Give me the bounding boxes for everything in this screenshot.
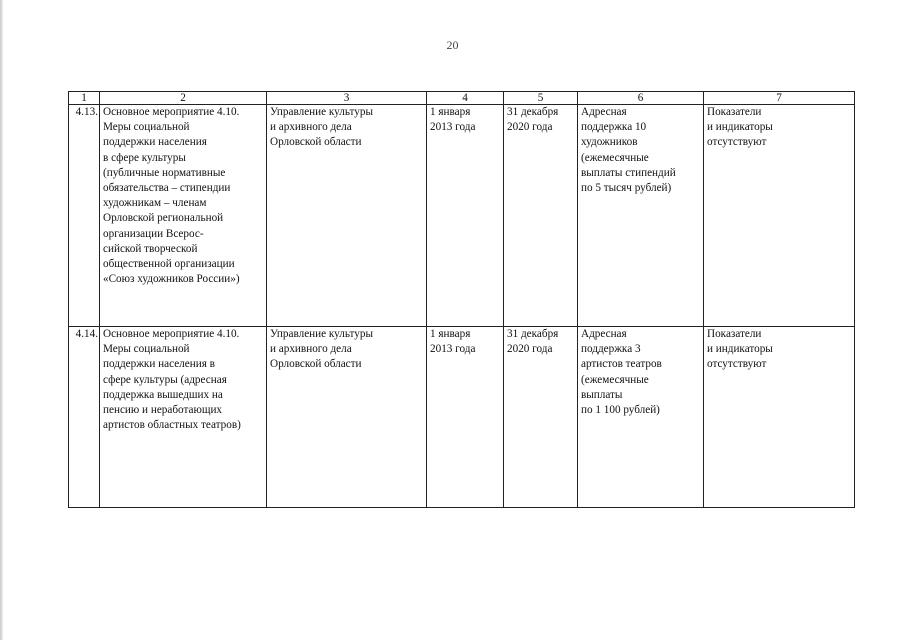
table-row (69, 327, 855, 508)
event-name: Основное мероприятие 4.10. Меры социальной поддержки населения в сфере культуры (адресная поддержка вышедших на пенсию и неработающих артистов областных театров) (100, 327, 267, 508)
row-number: 4.14. (69, 327, 100, 508)
expected-result: Адресная поддержка 10 художников (ежемесячные выплаты стипендий по 5 тысяч рублей) (578, 105, 704, 327)
table-row (69, 105, 855, 327)
end-date: 31 декабря 2020 года (504, 327, 578, 508)
header-cell-7: 7 (704, 92, 855, 105)
header-cell-3: 3 (267, 92, 427, 105)
row-number: 4.13. (69, 105, 100, 327)
event-name: Основное мероприятие 4.10. Меры социальной поддержки населения в сфере культуры (публичные нормативные обязательства – стипендии художникам – членам Орловской региональной организации Всерос- сийской творческой общественной организации «Союз художников России») (100, 105, 267, 327)
expected-result: Адресная поддержка 3 артистов театров (ежемесячные выплаты по 1 100 рублей) (578, 327, 704, 508)
start-date: 1 января 2013 года (427, 105, 504, 327)
indicators: Показатели и индикаторы отсутствуют (704, 105, 855, 327)
header-cell-2: 2 (100, 92, 267, 105)
header-cell-4: 4 (427, 92, 504, 105)
header-cell-6: 6 (578, 92, 704, 105)
program-activities-table (68, 91, 855, 508)
header-cell-1: 1 (69, 92, 100, 105)
end-date: 31 декабря 2020 года (504, 105, 578, 327)
start-date: 1 января 2013 года (427, 327, 504, 508)
page-number: 20 (446, 38, 459, 52)
header-cell-5: 5 (504, 92, 578, 105)
scan-left-edge (0, 0, 3, 640)
executor: Управление культуры и архивного дела Орловской области (267, 327, 427, 508)
executor: Управление культуры и архивного дела Орловской области (267, 105, 427, 327)
indicators: Показатели и индикаторы отсутствуют (704, 327, 855, 508)
header-row (69, 92, 855, 105)
